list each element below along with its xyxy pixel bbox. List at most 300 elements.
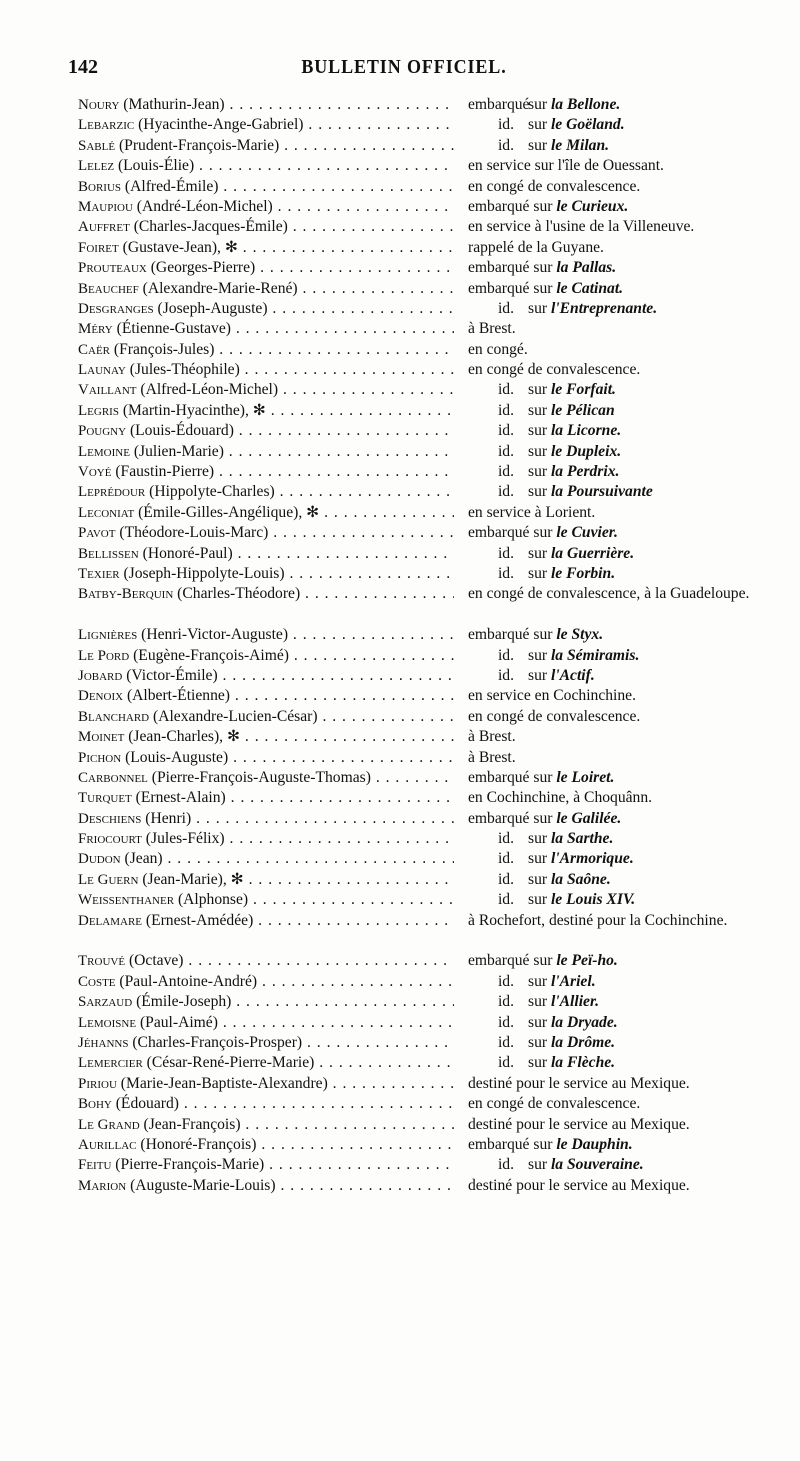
assignment-status <box>468 727 798 747</box>
status-text: id. <box>497 483 514 501</box>
surname: Deschiens <box>78 810 142 827</box>
surname: Dudon <box>78 851 121 868</box>
list-item <box>78 1155 790 1175</box>
list-item <box>78 462 790 482</box>
assignment-status <box>468 319 798 339</box>
given-names: (Paul-Antoine-André) <box>115 972 258 990</box>
surname: Pougny <box>78 423 127 440</box>
assignment-status <box>468 972 798 992</box>
assignment-status <box>468 748 798 768</box>
preposition: sur <box>528 870 551 888</box>
preposition: sur <box>528 972 551 990</box>
person-name <box>78 136 454 156</box>
surname: Auffret <box>78 219 130 236</box>
assignment-status <box>468 625 798 645</box>
surname: Bohy <box>78 1096 112 1113</box>
surname: Marion <box>78 1177 127 1194</box>
list-item <box>78 870 790 890</box>
list-item <box>78 258 790 278</box>
status-text: embarqué sur <box>468 279 553 297</box>
person-name <box>78 482 454 502</box>
surname: Foiret <box>78 239 119 256</box>
person-name <box>78 1074 454 1094</box>
ship-name: le Milan. <box>550 136 610 154</box>
assignment-status <box>468 646 798 666</box>
list-item <box>78 401 790 421</box>
ship-name: l'Allier. <box>550 993 600 1011</box>
status-text: id. <box>497 116 514 134</box>
surname: Piriou <box>78 1075 117 1092</box>
surname: Lebarzic <box>78 117 135 134</box>
list-item <box>78 849 790 869</box>
list-item <box>78 319 790 339</box>
list-item <box>78 380 790 400</box>
assignment-status <box>468 1155 798 1175</box>
surname: Noury <box>78 97 120 113</box>
preposition: sur <box>528 483 551 501</box>
list-item <box>78 1013 790 1033</box>
assignment-status <box>468 992 798 1012</box>
ship-name: la Pallas. <box>556 259 617 277</box>
status-text: à Brest. <box>468 728 516 746</box>
preposition: sur <box>528 544 551 562</box>
surname: Prouteaux <box>78 260 147 277</box>
status-text: id. <box>497 442 514 460</box>
given-names: (Martin-Hyacinthe), ✻ <box>118 401 266 419</box>
list-item <box>78 748 790 768</box>
surname: Legris <box>78 402 119 419</box>
person-name <box>78 646 454 666</box>
person-name <box>78 584 454 604</box>
surname: Denoix <box>78 688 124 705</box>
status-text: id. <box>497 1054 514 1072</box>
status-text: id. <box>497 870 514 888</box>
person-name <box>78 279 454 299</box>
surname: Méry <box>78 321 113 338</box>
assignment-status <box>468 768 798 788</box>
assignment-status <box>468 442 798 462</box>
ship-name: la Poursuivante <box>550 483 653 501</box>
status-text: embarqué sur <box>468 524 553 542</box>
list-item <box>78 421 790 441</box>
surname: Delamare <box>78 912 142 929</box>
assignment-status <box>468 829 798 849</box>
surname: Leconiat <box>78 504 135 521</box>
assignment-status <box>468 482 798 502</box>
ship-name: la Perdrix. <box>550 463 620 481</box>
assignment-status <box>468 666 798 686</box>
given-names: (Victor-Émile) <box>122 666 218 684</box>
status-text: embarqué sur <box>468 626 553 644</box>
surname: Le Grand <box>78 1116 140 1133</box>
ship-name: la Drôme. <box>550 1034 616 1051</box>
surname: Coste <box>78 973 116 990</box>
person-name <box>78 870 454 890</box>
status-text: en congé de convalescence. <box>468 361 641 379</box>
ship-name: le Dauphin. <box>556 1135 633 1153</box>
assignment-status <box>468 115 798 135</box>
assignment-status <box>468 360 798 380</box>
assignment-status <box>468 217 798 237</box>
surname: Desgranges <box>78 300 154 317</box>
ship-name: le Cuvier. <box>556 524 618 542</box>
assignment-status <box>468 564 798 584</box>
personnel-list <box>78 95 790 1196</box>
person-name <box>78 217 454 237</box>
preposition: sur <box>528 830 551 848</box>
list-item <box>78 1074 790 1094</box>
ship-name: la Sarthe. <box>550 830 614 848</box>
surname: Moinet <box>78 729 125 746</box>
assignment-status <box>468 584 798 604</box>
surname: Le Guern <box>78 871 139 888</box>
status-text: id. <box>497 666 514 684</box>
person-name <box>78 544 454 564</box>
surname: Blanchard <box>78 708 150 725</box>
status-text: embarqué sur <box>468 809 553 827</box>
person-name <box>78 849 454 869</box>
list-item <box>78 1135 790 1155</box>
ship-name: le Forbin. <box>550 564 616 582</box>
assignment-status <box>468 890 798 910</box>
surname: Trouvé <box>78 953 126 970</box>
given-names: (Alfred-Émile) <box>121 177 219 195</box>
list-item <box>78 95 790 115</box>
list-item <box>78 544 790 564</box>
person-name <box>78 380 454 400</box>
person-name <box>78 401 454 421</box>
given-names: (Jean-François) <box>139 1115 241 1133</box>
preposition: sur <box>528 401 551 419</box>
person-name <box>78 727 454 747</box>
person-name <box>78 340 454 360</box>
preposition: sur <box>528 1156 551 1174</box>
person-name <box>78 462 454 482</box>
list-item <box>78 1094 790 1114</box>
given-names: (Louis-Édouard) <box>126 422 234 440</box>
ship-name: l'Ariel. <box>550 972 596 990</box>
assignment-status <box>468 870 798 890</box>
surname: Texier <box>78 565 120 582</box>
status-text: à Brest. <box>468 320 516 338</box>
list-item <box>78 156 790 176</box>
person-name <box>78 972 454 992</box>
given-names: (Eugène-François-Aimé) <box>129 646 289 664</box>
preposition: sur <box>528 666 551 684</box>
given-names: (Théodore-Louis-Marc) <box>115 524 269 542</box>
preposition: sur <box>528 422 551 440</box>
assignment-status <box>468 279 798 299</box>
status-text: id. <box>497 891 514 909</box>
preposition: sur <box>528 463 551 481</box>
given-names: (Alphonse) <box>174 891 249 909</box>
assignment-status <box>468 707 798 727</box>
surname: Pavot <box>78 525 116 542</box>
given-names: (Jules-Théophile) <box>125 361 240 379</box>
person-name <box>78 360 454 380</box>
list-item <box>78 238 790 258</box>
ship-name: l'Armorique. <box>550 850 634 868</box>
surname: Jéhanns <box>78 1035 129 1051</box>
given-names: (Étienne-Gustave) <box>112 320 231 338</box>
page-number: 142 <box>68 56 98 78</box>
preposition: sur <box>528 1054 551 1072</box>
status-text: en congé de convalescence, à la Guadeloupe. <box>468 585 750 603</box>
list-item <box>78 727 790 747</box>
surname: Borius <box>78 178 122 195</box>
assignment-status <box>468 1074 798 1094</box>
given-names: (André-Léon-Michel) <box>132 197 273 215</box>
status-text: en Cochinchine, à Choquânn. <box>468 789 653 807</box>
assignment-status <box>468 788 798 808</box>
ship-name: la Sémiramis. <box>550 646 640 664</box>
person-name <box>78 1013 454 1033</box>
surname: Le Pord <box>78 647 130 664</box>
assignment-status <box>468 258 798 278</box>
assignment-status <box>468 177 798 197</box>
list-item <box>78 809 790 829</box>
given-names: (Jean-Marie), ✻ <box>138 870 244 888</box>
given-names: (Henri-Victor-Auguste) <box>137 626 289 644</box>
person-name <box>78 1135 454 1155</box>
given-names: (François-Jules) <box>110 340 215 358</box>
list-item <box>78 442 790 462</box>
status-text: en congé de convalescence. <box>468 1095 641 1113</box>
given-names: (Prudent-François-Marie) <box>115 136 280 154</box>
surname: Lelez <box>78 158 115 175</box>
assignment-status <box>468 299 798 319</box>
list-item <box>78 666 790 686</box>
assignment-status <box>468 401 798 421</box>
person-name <box>78 686 454 706</box>
preposition: sur <box>528 381 551 399</box>
status-text: id. <box>497 299 514 317</box>
given-names: (Louis-Auguste) <box>121 748 229 766</box>
list-item <box>78 890 790 910</box>
person-name <box>78 177 454 197</box>
list-item <box>78 951 790 971</box>
status-text: id. <box>497 381 514 399</box>
person-name <box>78 156 454 176</box>
surname: Aurillac <box>78 1136 137 1153</box>
list-item <box>78 1053 790 1073</box>
surname: Turquet <box>78 790 132 807</box>
list-item <box>78 564 790 584</box>
running-title: BULLETIN OFFICIEL. <box>301 56 507 78</box>
assignment-status <box>468 686 798 706</box>
ship-name: le Curieux. <box>556 197 629 215</box>
ship-name: l'Entreprenante. <box>550 299 658 317</box>
ship-name: le Peï-ho. <box>556 952 618 970</box>
given-names: (Georges-Pierre) <box>146 259 256 277</box>
assignment-status <box>468 1033 798 1053</box>
person-name <box>78 319 454 339</box>
list-item <box>78 279 790 299</box>
list-item <box>78 482 790 502</box>
ship-name: le Catinat. <box>556 279 624 297</box>
assignment-status <box>468 911 798 931</box>
status-text: id. <box>497 993 514 1011</box>
given-names: (Paul-Aimé) <box>136 1013 218 1031</box>
ship-name: la Saône. <box>550 870 611 888</box>
status-text: embarqué <box>468 96 530 113</box>
status-text: en congé de convalescence. <box>468 177 641 195</box>
given-names: (Charles-Jacques-Émile) <box>129 218 288 236</box>
given-names: (Honoré-François) <box>136 1135 257 1153</box>
person-name <box>78 1115 454 1135</box>
ship-name: le Forfait. <box>550 381 616 399</box>
given-names: (Alexandre-Marie-René) <box>138 279 298 297</box>
given-names: (Joseph-Hippolyte-Louis) <box>119 564 285 582</box>
preposition: sur <box>528 891 551 909</box>
list-item <box>78 829 790 849</box>
assignment-status <box>468 197 798 217</box>
person-name <box>78 788 454 808</box>
person-name <box>78 442 454 462</box>
ship-name: la Guerrière. <box>550 544 635 562</box>
person-name <box>78 625 454 645</box>
assignment-status <box>468 1115 798 1135</box>
person-name <box>78 503 454 523</box>
assignment-status <box>468 421 798 441</box>
list-item <box>78 972 790 992</box>
assignment-status <box>468 340 798 360</box>
preposition: sur <box>528 1013 551 1031</box>
surname: Weissenthaner <box>78 892 175 909</box>
preposition: sur <box>528 116 551 134</box>
assignment-status <box>468 503 798 523</box>
surname: Caër <box>78 341 111 358</box>
surname: Lemoisne <box>78 1014 137 1031</box>
surname: Feitu <box>78 1157 112 1174</box>
list-item <box>78 136 790 156</box>
given-names: (Jean-Charles), ✻ <box>124 728 241 746</box>
surname: Carbonnel <box>78 769 148 786</box>
status-text: id. <box>497 463 514 481</box>
list-item <box>78 625 790 645</box>
assignment-status <box>468 156 798 176</box>
person-name <box>78 523 454 543</box>
list-item <box>78 707 790 727</box>
given-names: (Ernest-Amédée) <box>142 911 254 929</box>
assignment-status <box>468 1094 798 1114</box>
status-text: en service à Lorient. <box>468 503 596 521</box>
surname: Vaillant <box>78 382 137 399</box>
ship-name: le Goëland. <box>550 116 625 134</box>
person-name <box>78 197 454 217</box>
list-item <box>78 217 790 237</box>
surname: Voyé <box>78 464 112 481</box>
person-name <box>78 992 454 1012</box>
page-header <box>68 56 740 82</box>
ship-name: la Dryade. <box>550 1013 618 1031</box>
status-text: id. <box>497 401 514 419</box>
person-name <box>78 707 454 727</box>
assignment-status <box>468 462 798 482</box>
list-item <box>78 197 790 217</box>
status-text: id. <box>497 136 514 154</box>
ship-name: la Flèche. <box>550 1054 616 1072</box>
list-item <box>78 686 790 706</box>
status-text: en service sur l'île de Ouessant. <box>468 157 664 175</box>
surname: Sablé <box>78 137 116 154</box>
surname: Pichon <box>78 749 122 766</box>
person-name <box>78 299 454 319</box>
assignment-status <box>468 136 798 156</box>
given-names: (Jules-Félix) <box>141 830 225 848</box>
assignment-status <box>468 1135 798 1155</box>
assignment-status <box>468 544 798 564</box>
surname: Lemercier <box>78 1055 143 1072</box>
given-names: (Émile-Joseph) <box>132 993 232 1011</box>
surname: Friocourt <box>78 831 142 848</box>
status-text: rappelé de la Guyane. <box>468 238 604 256</box>
preposition: sur <box>528 1034 551 1051</box>
given-names: (Joseph-Auguste) <box>153 299 268 317</box>
list-item <box>78 911 790 952</box>
assignment-status <box>468 809 798 829</box>
given-names: (Louis-Élie) <box>114 157 195 175</box>
person-name <box>78 890 454 910</box>
status-text: embarqué sur <box>468 259 553 277</box>
status-text: destiné pour le service au Mexique. <box>468 1176 690 1194</box>
list-item <box>78 788 790 808</box>
surname: Batby-Berquin <box>78 586 174 603</box>
person-name <box>78 1033 454 1053</box>
person-name <box>78 1176 454 1196</box>
status-text: en congé. <box>468 340 528 358</box>
given-names: (Pierre-François-Auguste-Thomas) <box>147 768 371 786</box>
list-item <box>78 1033 790 1053</box>
status-text: id. <box>497 646 514 664</box>
list-item <box>78 340 790 360</box>
status-text: destiné pour le service au Mexique. <box>468 1074 690 1092</box>
person-name <box>78 238 454 258</box>
given-names: (Henri) <box>141 809 192 827</box>
status-text: embarqué sur <box>468 197 553 215</box>
given-names: (Honoré-Paul) <box>138 544 233 562</box>
surname: Jobard <box>78 667 123 684</box>
ship-name: l'Actif. <box>550 666 595 684</box>
list-item <box>78 1176 790 1196</box>
status-text: en service à l'usine de la Villeneuve. <box>468 218 695 236</box>
given-names: (Charles-François-Prosper) <box>128 1034 303 1051</box>
preposition: sur <box>528 993 551 1011</box>
surname: Maupiou <box>78 198 133 215</box>
given-names: (César-René-Pierre-Marie) <box>142 1054 315 1072</box>
assignment-status <box>468 95 798 115</box>
ship-name: la Souveraine. <box>550 1156 644 1174</box>
list-item <box>78 992 790 1012</box>
person-name <box>78 95 454 115</box>
list-item <box>78 115 790 135</box>
preposition: sur <box>528 96 551 113</box>
given-names: (Octave) <box>125 952 184 970</box>
assignment-status <box>468 951 798 971</box>
assignment-status <box>468 238 798 258</box>
given-names: (Alexandre-Lucien-César) <box>149 707 318 725</box>
surname: Leprédour <box>78 484 146 501</box>
ship-name: le Galilée. <box>556 809 622 827</box>
given-names: (Hippolyte-Charles) <box>145 483 275 501</box>
preposition: sur <box>528 442 551 460</box>
person-name <box>78 1053 454 1073</box>
given-names: (Auguste-Marie-Louis) <box>126 1176 276 1194</box>
assignment-status <box>468 1053 798 1073</box>
status-text: id. <box>497 1034 514 1051</box>
status-text: destiné pour le service au Mexique. <box>468 1115 690 1133</box>
person-name <box>78 564 454 584</box>
